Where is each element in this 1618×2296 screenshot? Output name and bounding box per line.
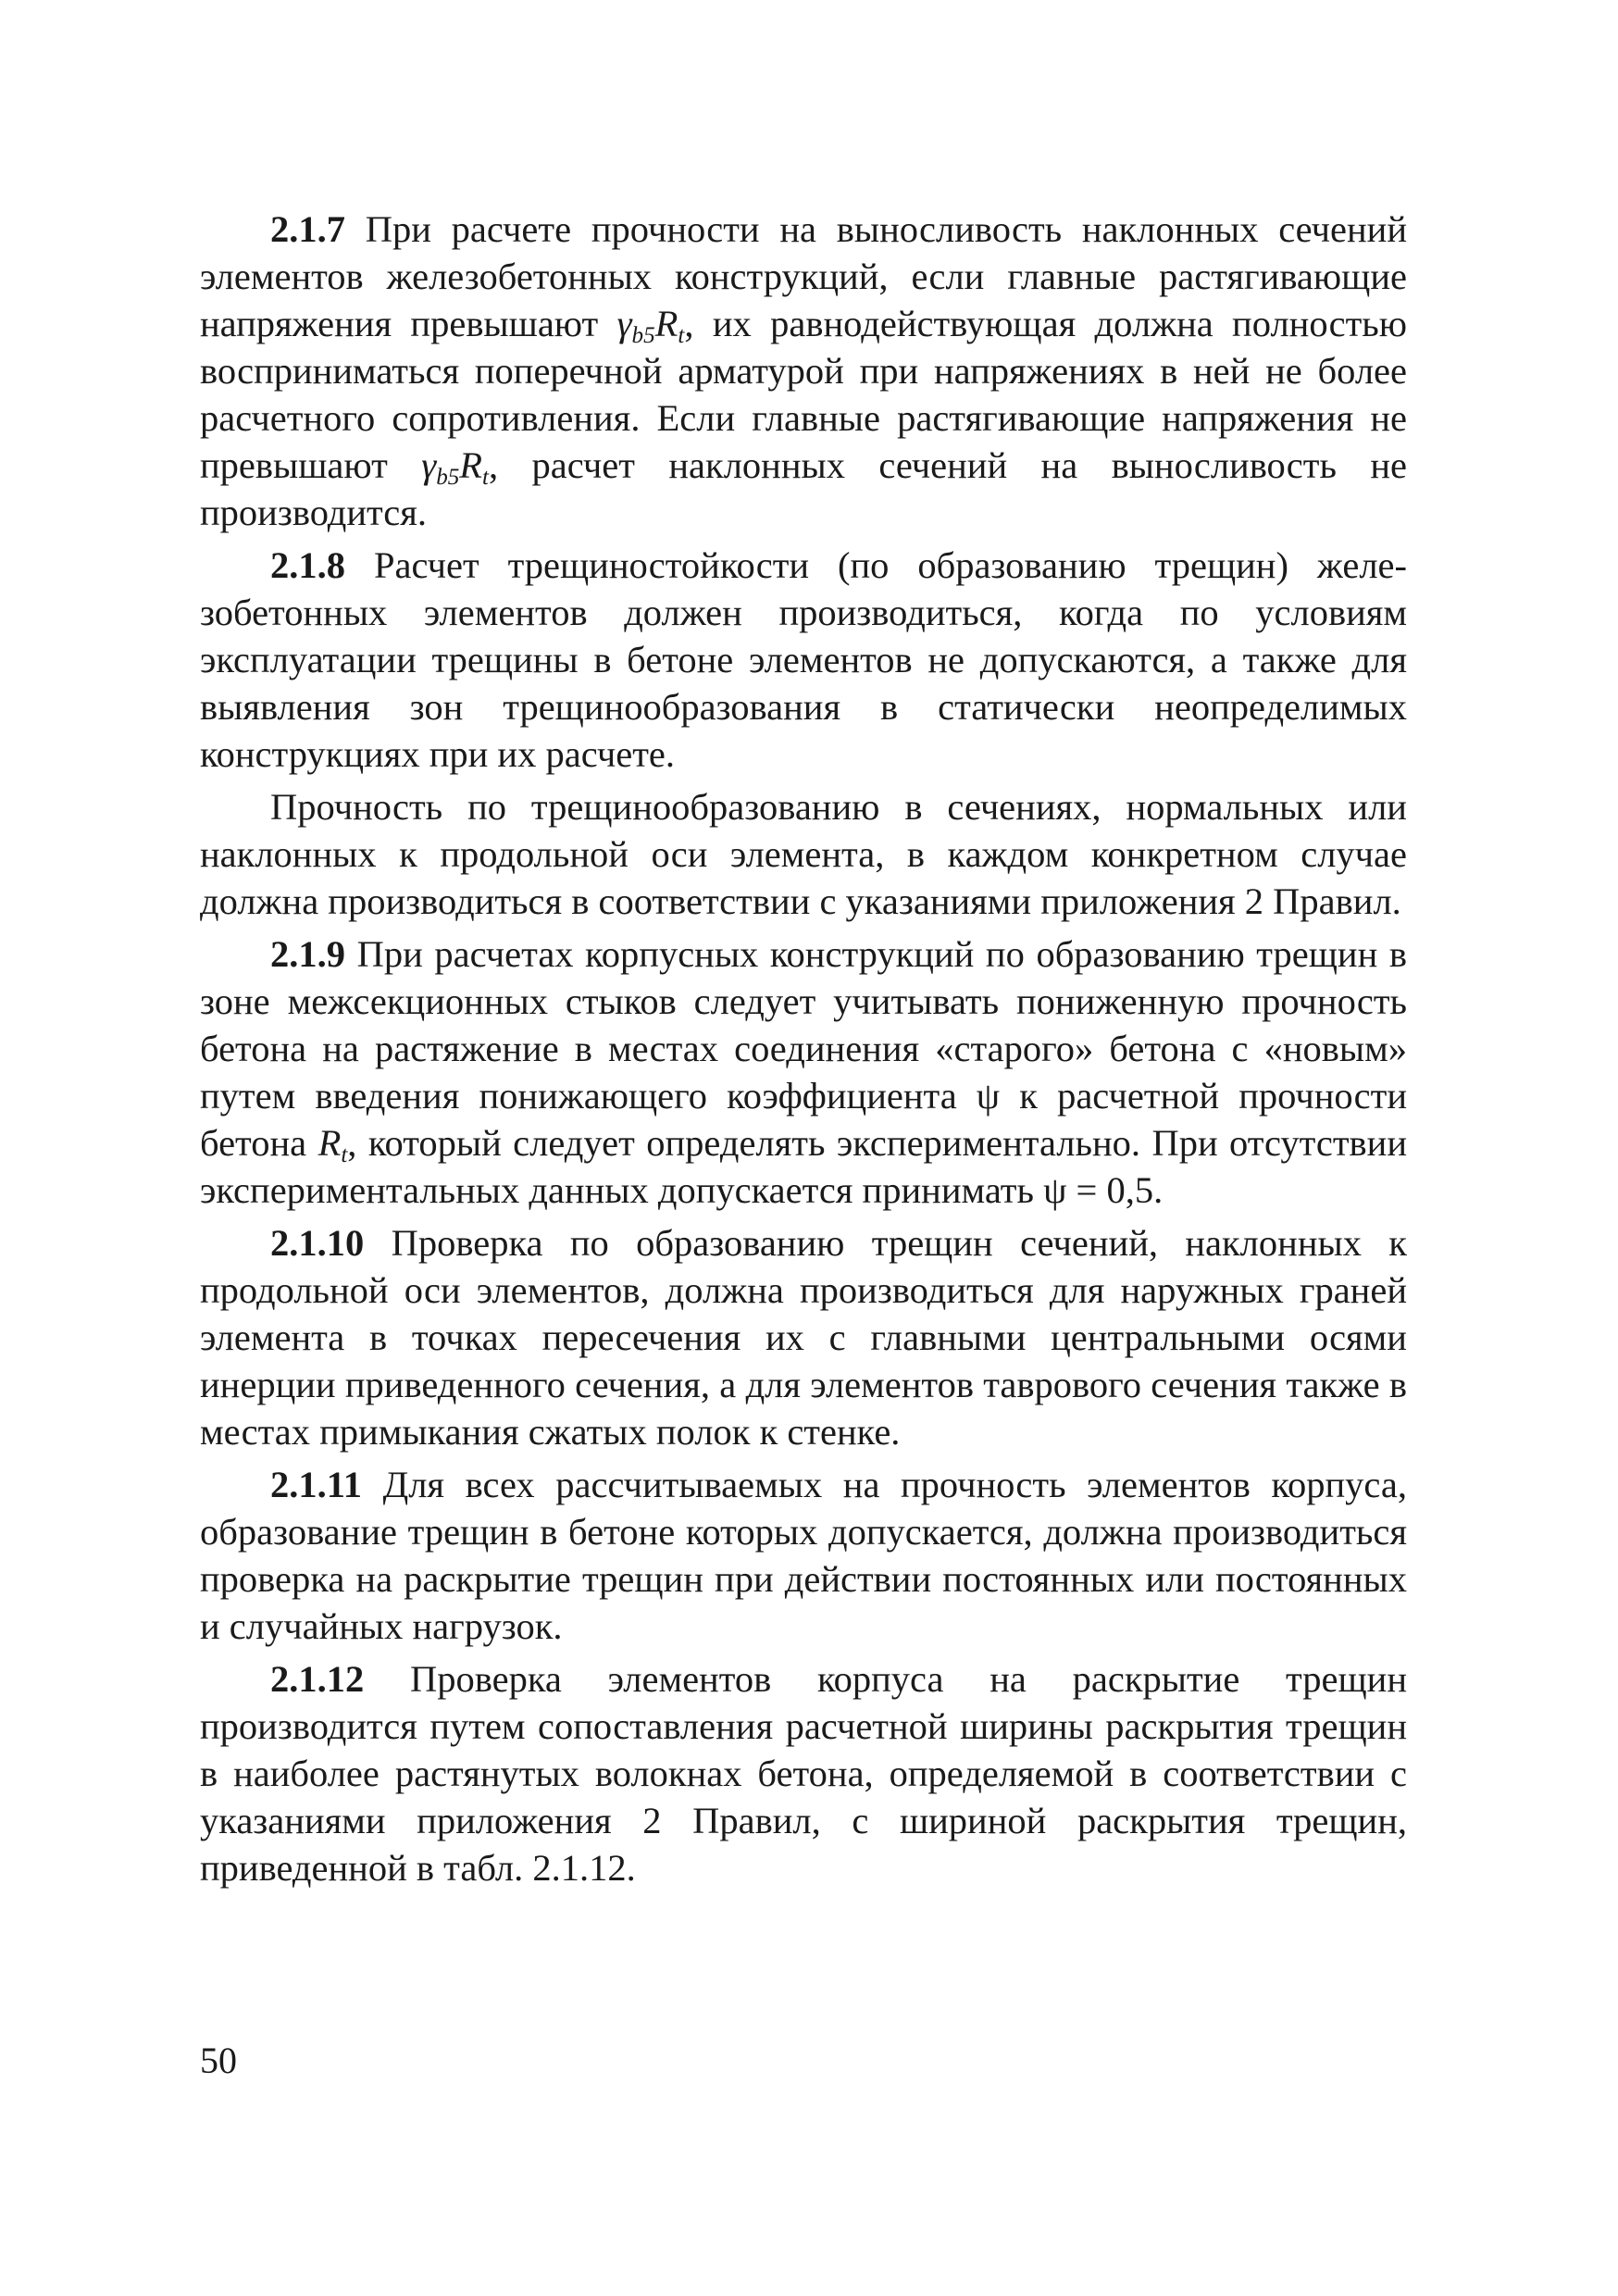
math-base: R [654,303,678,344]
math-symbol [616,303,685,349]
math-symbol [421,444,490,491]
paragraph-text: , их равнодействующая должна полностью восприниматься поперечной арматурой при напряжениях в ней не более расчетного сопротивления. Если главные растягивающие напряжения не превышают [200,303,1407,486]
math-subscript: t [482,465,490,491]
math-subscript: b5 [631,323,655,349]
math-subscript: t [678,323,685,349]
math-base: γ [616,303,632,344]
paragraph-2-1-10 [200,1219,1407,1455]
section-number: 2.1.7 [270,208,345,250]
math-subscript: b5 [436,465,460,491]
math-base: R [459,444,483,486]
math-subscript: t [341,1142,348,1168]
paragraph-text: Прочность по трещинообразованию в сечениях, нормальных или наклонных к продольной оси элемента, в каждом конкретном случае должна производиться в соответствии с указаниями приложения 2 Правил. [200,786,1407,922]
paragraph-text: При расчете прочности на выносливость наклонных сечений элементов железобетонных конструкций, если главные растягивающие напряжения превышают [200,208,1408,344]
paragraph-text: При расчетах корпусных конструкций по образованию трещин в зоне межсекционных стыков следует учитывать пониженную прочность бетона на растяжение в местах соединения «старого» бетона с «новым» путем введения понижающего коэффициента ψ к расчетной прочности бетона [200,933,1407,1164]
section-number: 2.1.12 [270,1658,365,1700]
paragraph-text: Для всех рассчитываемых на прочность элементов корпуса, образование трещин в бетоне которых допускается, должна производиться проверка на раскрытие трещин при действии постоянных или постоянных и случайных нагрузок. [200,1464,1408,1647]
paragraph-2-1-9 [200,930,1407,1214]
paragraph-2-1-8 [200,542,1407,778]
paragraph-text: , расчет наклонных сечений на выносливость не производится. [200,444,1407,533]
paragraph-2-1-7 [200,206,1407,536]
paragraph-text: , который следует определять экспериментально. При отсутствии экспериментальных данных допускается принимать ψ = 0,5. [200,1122,1407,1211]
paragraph-text: Расчет трещиностойкости (по образованию трещин) железобетонных элементов должен производиться, когда по условиям эксплуатации трещины в бетоне элементов не допускаются, а также для выявления зон трещинообразования в статически неопределимых конструкциях при их расчете. [200,544,1408,775]
paragraph-text: Проверка элементов корпуса на раскрытие трещин производится путем сопоставления расчетной ширины раскрытия трещин в наиболее растянутых волокнах бетона, определяемой в соответствии с указаниями приложения 2 Правил, с шириной раскрытия трещин, приведенной в табл. 2.1.12. [200,1658,1407,1889]
section-number: 2.1.11 [270,1464,363,1505]
section-number: 2.1.8 [270,544,345,586]
paragraph-text: Проверка по образованию трещин сечений, наклонных к продольной оси элементов, должна производиться для наружных граней элемента в точках пересечения их с главными центральными осями инерции приведенного сечения, а для элементов таврового сечения также в местах примыкания сжатых полок к стенке. [200,1222,1407,1453]
math-base: γ [421,444,437,486]
page-body [200,206,1407,1897]
math-base: R [317,1122,342,1164]
paragraph-crack-strength [200,783,1407,925]
section-number: 2.1.9 [270,933,345,975]
paragraph-2-1-12 [200,1655,1407,1891]
page-number: 50 [200,2040,237,2081]
math-symbol [317,1122,348,1168]
paragraph-2-1-11 [200,1461,1407,1650]
section-number: 2.1.10 [270,1222,365,1264]
